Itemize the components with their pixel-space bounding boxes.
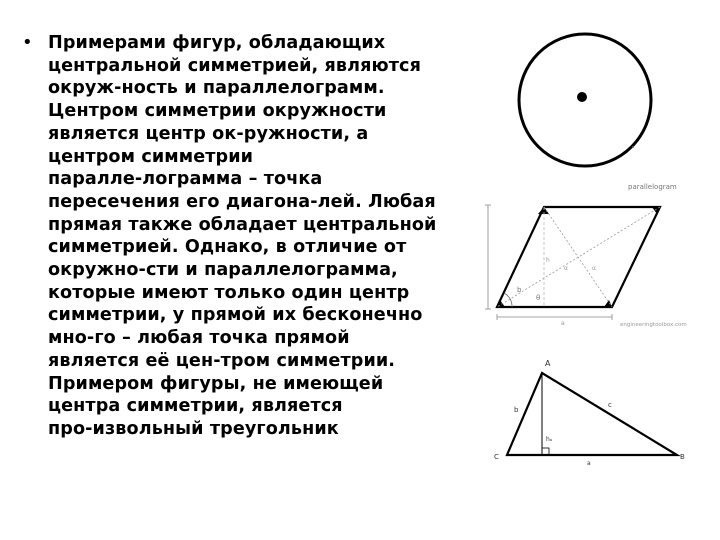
parallelogram-label-a: a xyxy=(561,320,565,327)
paragraph-line: Примерами фигур, обладающих xyxy=(48,33,386,53)
parallelogram-credit: engineeringtoolbox.com xyxy=(620,322,687,328)
paragraph-line: центральной симметрией, являются xyxy=(48,55,421,76)
triangle-outline xyxy=(507,373,677,455)
angle-arc xyxy=(504,293,512,307)
stray-dot xyxy=(632,146,634,148)
paragraph-line: центром симметрии xyxy=(48,146,254,167)
paragraph-line: является центр ок-ружности, а xyxy=(48,123,369,144)
circle-figure xyxy=(519,34,651,166)
triangle-figure xyxy=(494,359,685,467)
triangle-label-h: hₐ xyxy=(546,436,553,443)
triangle-label-b: b xyxy=(514,406,519,414)
paragraph-line: которые имеют только один центр xyxy=(48,282,410,303)
parallelogram-title: parallelogram xyxy=(628,183,677,191)
parallelogram-label-alpha: α xyxy=(592,265,596,272)
paragraph-line: симметрии, у прямой их бесконечно xyxy=(48,305,423,326)
paragraph-line: центра симметрии, является xyxy=(48,396,343,417)
triangle-label-B: B xyxy=(680,453,685,461)
paragraph-line: окруж-ность и параллелограмм. xyxy=(48,78,385,99)
paragraph-line: Примером фигуры, не имеющей xyxy=(48,373,384,394)
triangle-label-c: c xyxy=(608,401,612,409)
bullet-marker: • xyxy=(22,32,33,53)
parallelogram-figure xyxy=(485,183,687,328)
paragraph-line: Центром симметрии окружности xyxy=(48,101,387,122)
triangle-label-C: C xyxy=(494,453,499,461)
paragraph-line: является её цен-тром симметрии. xyxy=(48,350,396,371)
parallelogram-label-theta: θ xyxy=(536,294,541,302)
parallelogram-label-b: b xyxy=(517,286,522,294)
paragraph-line: мно-го – любая точка прямой xyxy=(48,328,350,349)
triangle-label-a: a xyxy=(587,460,591,467)
paragraph-line: пересечения его диагона-лей. Любая xyxy=(48,191,436,212)
paragraph-line: паралле-лограмма – точка xyxy=(48,169,323,190)
paragraph-line: окружно-сти и параллелограмма, xyxy=(48,260,398,281)
circle-center-point xyxy=(577,92,587,102)
parallelogram-label-h: h xyxy=(546,257,550,264)
paragraph-line: симметрией. Однако, в отличие от xyxy=(48,237,407,258)
triangle-label-A: A xyxy=(545,359,551,368)
paragraph-line: про-извольный треугольник xyxy=(48,418,339,439)
parallelogram-label-alpha: α xyxy=(564,265,568,272)
paragraph-line: прямая также обладает центральной xyxy=(48,214,437,235)
